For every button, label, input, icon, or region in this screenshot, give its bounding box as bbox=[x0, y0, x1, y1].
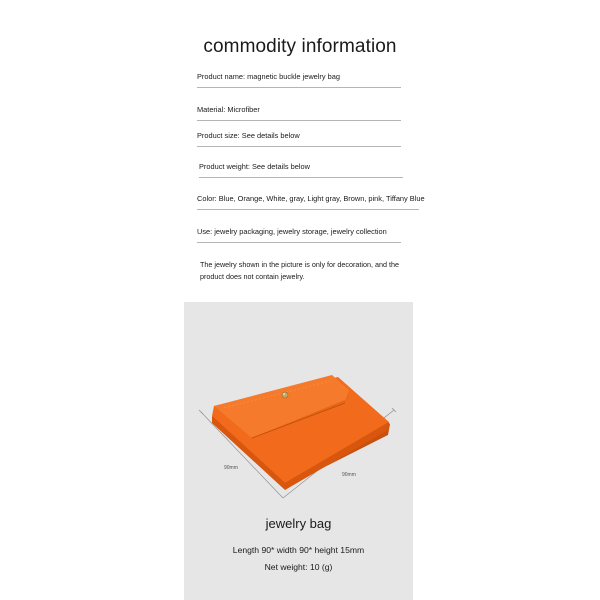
disclaimer-line-1: The jewelry shown in the picture is only for decoration, and the bbox=[200, 260, 399, 269]
spec-product-name: Product name: magnetic buckle jewelry bag bbox=[197, 72, 401, 88]
page-title: commodity information bbox=[203, 36, 397, 57]
dimension-left-label: 90mm bbox=[224, 465, 238, 471]
spec-color: Color: Blue, Orange, White, gray, Light gray, Brown, pink, Tiffany Blue bbox=[197, 194, 419, 210]
product-panel bbox=[184, 302, 413, 600]
spec-product-size: Product size: See details below bbox=[197, 131, 401, 147]
product-name: jewelry bag bbox=[265, 516, 332, 531]
disclaimer-line-2: product does not contain jewelry. bbox=[200, 271, 305, 281]
spec-use: Use: jewelry packaging, jewelry storage, jewelry collection bbox=[197, 227, 401, 243]
disclaimer-note bbox=[200, 259, 410, 282]
product-net-weight: Net weight: 10 (g) bbox=[264, 562, 333, 572]
spec-material: Material: Microfiber bbox=[197, 105, 401, 121]
magnetic-snap bbox=[282, 392, 288, 398]
dimension-right-label: 90mm bbox=[342, 472, 356, 478]
jewelry-bag-image bbox=[212, 375, 390, 490]
product-dimensions: Length 90* width 90* height 15mm bbox=[232, 545, 365, 555]
product-illustration bbox=[184, 302, 413, 512]
spec-product-weight: Product weight: See details below bbox=[199, 162, 403, 178]
